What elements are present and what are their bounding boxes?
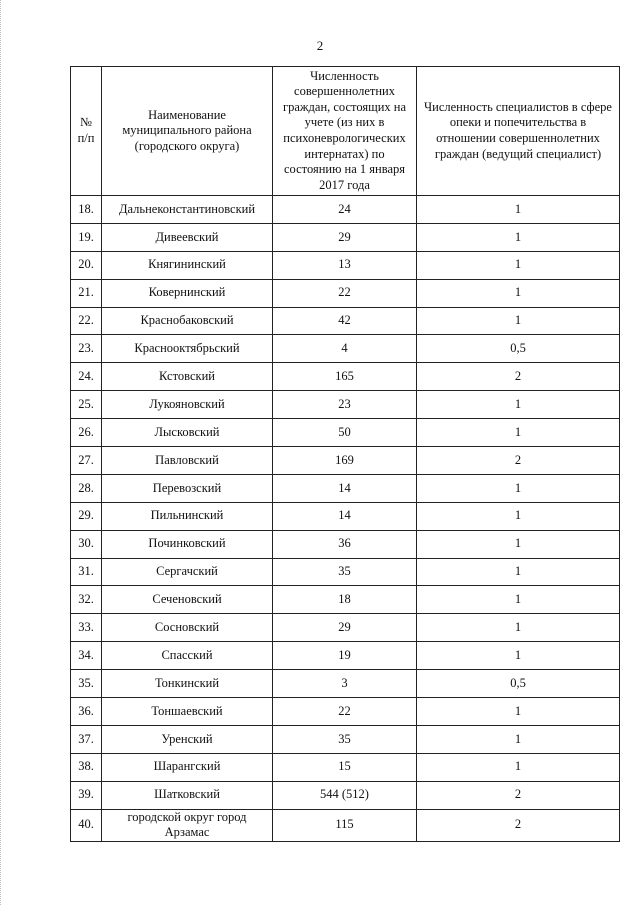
specialists-count: 1: [417, 725, 620, 753]
citizens-count: 23: [273, 391, 417, 419]
table-row: [71, 279, 620, 307]
header-specialists-count: Численность специалистов в сфере опеки и попечительства в отношении совершеннолетних граждан (ведущий специалист): [417, 67, 620, 196]
row-number: 26.: [71, 419, 102, 447]
row-number: 21.: [71, 279, 102, 307]
table-row: [71, 474, 620, 502]
district-name: Краснобаковский: [102, 307, 273, 335]
specialists-count: 1: [417, 474, 620, 502]
table-row: [71, 642, 620, 670]
district-name: Сергачский: [102, 558, 273, 586]
row-number: 31.: [71, 558, 102, 586]
table-row: [71, 725, 620, 753]
specialists-count: 1: [417, 391, 620, 419]
page-edge: [0, 0, 5, 905]
citizens-count: 115: [273, 809, 417, 841]
citizens-count: 544 (512): [273, 781, 417, 809]
district-name: Уренский: [102, 725, 273, 753]
specialists-count: 1: [417, 698, 620, 726]
table-row: [71, 781, 620, 809]
row-number: 25.: [71, 391, 102, 419]
specialists-count: 1: [417, 223, 620, 251]
district-name: Пильнинский: [102, 502, 273, 530]
specialists-count: 1: [417, 558, 620, 586]
row-number: 27.: [71, 447, 102, 475]
citizens-count: 165: [273, 363, 417, 391]
table-body: [71, 196, 620, 842]
row-number: 34.: [71, 642, 102, 670]
row-number: 29.: [71, 502, 102, 530]
row-number: 23.: [71, 335, 102, 363]
citizens-count: 42: [273, 307, 417, 335]
specialists-count: 1: [417, 196, 620, 224]
specialists-count: 0,5: [417, 335, 620, 363]
row-number: 38.: [71, 753, 102, 781]
row-number: 28.: [71, 474, 102, 502]
row-number: 24.: [71, 363, 102, 391]
district-name: Перевозский: [102, 474, 273, 502]
row-number: 39.: [71, 781, 102, 809]
table-row: [71, 586, 620, 614]
specialists-count: 1: [417, 586, 620, 614]
specialists-count: 2: [417, 447, 620, 475]
citizens-count: 4: [273, 335, 417, 363]
row-number: 30.: [71, 530, 102, 558]
table-row: [71, 809, 620, 841]
districts-table: [70, 66, 620, 842]
specialists-count: 0,5: [417, 670, 620, 698]
row-number: 40.: [71, 809, 102, 841]
citizens-count: 13: [273, 251, 417, 279]
table-row: [71, 670, 620, 698]
specialists-count: 1: [417, 251, 620, 279]
table-row: [71, 502, 620, 530]
district-name: Сосновский: [102, 614, 273, 642]
district-name: Краснооктябрьский: [102, 335, 273, 363]
district-name: Тоншаевский: [102, 698, 273, 726]
district-name: городской округ город Арзамас: [102, 809, 273, 841]
citizens-count: 29: [273, 223, 417, 251]
table-row: [71, 419, 620, 447]
table-row: [71, 391, 620, 419]
table-row: [71, 530, 620, 558]
citizens-count: 3: [273, 670, 417, 698]
row-number: 20.: [71, 251, 102, 279]
district-name: Лысковский: [102, 419, 273, 447]
specialists-count: 1: [417, 502, 620, 530]
table-row: [71, 196, 620, 224]
header-number: № п/п: [71, 67, 102, 196]
table-row: [71, 223, 620, 251]
table-row: [71, 335, 620, 363]
row-number: 35.: [71, 670, 102, 698]
specialists-count: 2: [417, 809, 620, 841]
table-row: [71, 363, 620, 391]
district-name: Кстовский: [102, 363, 273, 391]
table-row: [71, 307, 620, 335]
table-row: [71, 698, 620, 726]
citizens-count: 24: [273, 196, 417, 224]
citizens-count: 50: [273, 419, 417, 447]
citizens-count: 19: [273, 642, 417, 670]
district-name: Шарангский: [102, 753, 273, 781]
district-name: Княгининский: [102, 251, 273, 279]
district-name: Лукояновский: [102, 391, 273, 419]
district-name: Починковский: [102, 530, 273, 558]
row-number: 32.: [71, 586, 102, 614]
header-citizens-count: Численность совершеннолетних граждан, состоящих на учете (из них в психоневрологических интернатах) по состоянию на 1 января 2017 года: [273, 67, 417, 196]
header-district-name: Наименование муниципального района (городского округа): [102, 67, 273, 196]
citizens-count: 18: [273, 586, 417, 614]
specialists-count: 1: [417, 279, 620, 307]
table-row: [71, 251, 620, 279]
district-name: Павловский: [102, 447, 273, 475]
specialists-count: 2: [417, 781, 620, 809]
citizens-count: 36: [273, 530, 417, 558]
table-header-row: [71, 67, 620, 196]
citizens-count: 29: [273, 614, 417, 642]
specialists-count: 2: [417, 363, 620, 391]
table-row: [71, 614, 620, 642]
row-number: 37.: [71, 725, 102, 753]
district-name: Дивеевский: [102, 223, 273, 251]
district-name: Сеченовский: [102, 586, 273, 614]
specialists-count: 1: [417, 419, 620, 447]
citizens-count: 35: [273, 558, 417, 586]
district-name: Ковернинский: [102, 279, 273, 307]
row-number: 33.: [71, 614, 102, 642]
district-name: Дальнеконстантиновский: [102, 196, 273, 224]
specialists-count: 1: [417, 530, 620, 558]
citizens-count: 35: [273, 725, 417, 753]
district-name: Шатковский: [102, 781, 273, 809]
specialists-count: 1: [417, 642, 620, 670]
table-row: [71, 558, 620, 586]
specialists-count: 1: [417, 753, 620, 781]
table-row: [71, 447, 620, 475]
citizens-count: 22: [273, 698, 417, 726]
row-number: 22.: [71, 307, 102, 335]
citizens-count: 14: [273, 474, 417, 502]
specialists-count: 1: [417, 307, 620, 335]
table-row: [71, 753, 620, 781]
citizens-count: 15: [273, 753, 417, 781]
row-number: 18.: [71, 196, 102, 224]
district-name: Спасский: [102, 642, 273, 670]
citizens-count: 169: [273, 447, 417, 475]
row-number: 19.: [71, 223, 102, 251]
citizens-count: 14: [273, 502, 417, 530]
district-name: Тонкинский: [102, 670, 273, 698]
page-number: 2: [316, 38, 324, 53]
citizens-count: 22: [273, 279, 417, 307]
row-number: 36.: [71, 698, 102, 726]
specialists-count: 1: [417, 614, 620, 642]
